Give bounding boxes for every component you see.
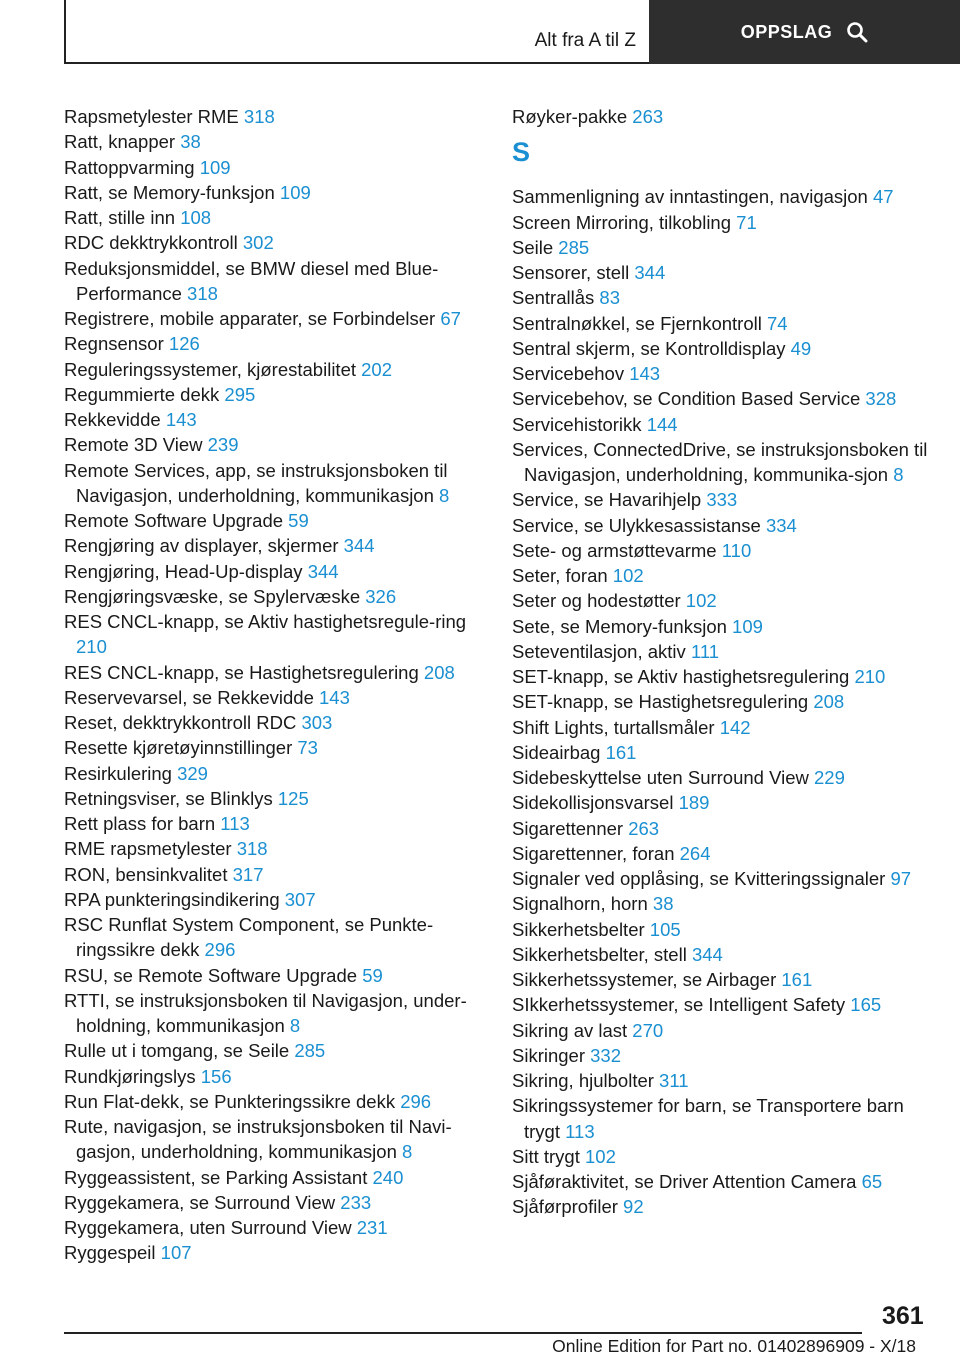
index-entry bbox=[512, 1144, 932, 1169]
page-link[interactable]: 334 bbox=[765, 514, 797, 536]
index-entry bbox=[64, 660, 484, 685]
page-link[interactable]: 8 bbox=[439, 484, 450, 506]
index-entry-text: Remote 3D View bbox=[64, 434, 203, 456]
index-entry-text: Seile bbox=[512, 236, 554, 258]
index-entry-text: Reduksjonsmiddel, se BMW diesel med Blue‐Performance bbox=[64, 257, 439, 304]
index-entry-text: Rengjøringsvæske, se Spylervæske bbox=[64, 585, 361, 607]
index-entry-text: Rapsmetylester RME bbox=[64, 106, 239, 127]
index-entry bbox=[64, 458, 484, 509]
index-entry bbox=[64, 710, 484, 735]
index-entry-text: Reguleringssystemer, kjørestabilitet bbox=[64, 358, 356, 380]
index-entry-text: Servicehistorikk bbox=[512, 413, 642, 435]
page-link[interactable]: 143 bbox=[319, 686, 350, 708]
index-entry bbox=[512, 210, 932, 235]
index-entry-text: Signaler ved opplåsing, se Kvitteringssignaler bbox=[512, 868, 886, 889]
page-link[interactable]: 208 bbox=[813, 691, 845, 713]
index-column-left bbox=[64, 104, 484, 1266]
index-entry-text: RSC Runflat System Component, se Punkte‐ringssikre dekk bbox=[64, 914, 434, 961]
index-entry-text: Sentralnøkkel, se Fjernkontroll bbox=[512, 312, 762, 334]
index-entry-text: Seteventilasjon, aktiv bbox=[512, 640, 686, 662]
index-column-right bbox=[512, 104, 932, 1220]
index-entry-text: Sentrallås bbox=[512, 287, 595, 309]
index-entry-text: Ryggekamera, se Surround View bbox=[64, 1191, 336, 1213]
index-entry bbox=[512, 513, 932, 538]
index-entry-text: SET-knapp, se Aktiv hastighetsregulering bbox=[512, 666, 850, 687]
index-entry-text: Sikring, hjulbolter bbox=[512, 1070, 654, 1091]
index-entry-text: Ryggeassistent, se Parking Assistant bbox=[64, 1166, 368, 1188]
index-entry bbox=[64, 559, 484, 584]
index-entry-text: Rulle ut i tomgang, se Seile bbox=[64, 1040, 290, 1062]
index-entry-text: RTTI, se instruksjonsboken til Navigasjon, under‐holdning, kommunikasjon bbox=[64, 989, 467, 1036]
page-link[interactable]: 296 bbox=[204, 939, 236, 961]
index-entry bbox=[64, 432, 484, 457]
index-entry-text: Sete- og armstøttevarme bbox=[512, 539, 717, 561]
index-entry bbox=[64, 761, 484, 786]
index-entry-text: Sammenligning av inntastingen, navigasjon bbox=[512, 186, 868, 208]
index-entry bbox=[64, 912, 484, 963]
page-link[interactable]: 296 bbox=[400, 1090, 432, 1112]
page-link[interactable]: 239 bbox=[207, 434, 239, 456]
page-link[interactable]: 318 bbox=[236, 838, 268, 860]
index-entry-text: Rett plass for barn bbox=[64, 813, 216, 834]
page-link[interactable]: 97 bbox=[890, 868, 912, 889]
index-entry bbox=[64, 382, 484, 407]
index-entry bbox=[512, 841, 932, 866]
page-link[interactable]: 161 bbox=[781, 969, 813, 990]
page-link[interactable]: 108 bbox=[180, 207, 212, 228]
index-entry bbox=[512, 588, 932, 613]
index-entry-text: Sidebeskyttelse uten Surround View bbox=[512, 767, 809, 788]
index-entry-text: Retningsviser, se Blinklys bbox=[64, 787, 273, 809]
index-entry-text: RDC dekktrykkontroll bbox=[64, 232, 238, 254]
index-entry-text: Remote Software Upgrade bbox=[64, 510, 284, 531]
index-entry-text: Sigarettenner bbox=[512, 817, 624, 839]
index-entry bbox=[512, 1043, 932, 1068]
page-link[interactable]: 208 bbox=[423, 661, 455, 683]
page-link[interactable]: 73 bbox=[297, 737, 318, 759]
page-link[interactable]: 143 bbox=[629, 363, 661, 384]
index-entry-text: Seter, foran bbox=[512, 565, 608, 586]
index-entry bbox=[64, 862, 484, 887]
page-link[interactable]: 270 bbox=[632, 1019, 664, 1041]
section-title: Alt fra A til Z bbox=[534, 30, 636, 51]
index-entry-text: Resirkulering bbox=[64, 762, 172, 784]
index-entry-text: Sideairbag bbox=[512, 741, 601, 763]
index-entry-text: RPA punkteringsindikering bbox=[64, 888, 280, 910]
index-entry-text: Servicebehov bbox=[512, 363, 625, 384]
index-entry bbox=[512, 715, 932, 740]
index-entry bbox=[512, 104, 932, 129]
index-entry bbox=[512, 917, 932, 942]
index-entry bbox=[64, 1215, 484, 1240]
index-entry bbox=[512, 765, 932, 790]
index-entry-text: Shift Lights, turtallsmåler bbox=[512, 716, 715, 738]
page-link[interactable]: 38 bbox=[652, 893, 674, 915]
page-link[interactable]: 295 bbox=[224, 383, 256, 405]
page-link[interactable]: 329 bbox=[177, 762, 208, 784]
index-entry-text: RES CNCL-knapp, se Hastighetsregulering bbox=[64, 661, 419, 683]
index-entry bbox=[512, 235, 932, 260]
index-entry bbox=[64, 1064, 484, 1089]
page-link[interactable]: 317 bbox=[232, 863, 264, 885]
index-entry-text: RSU, se Remote Software Upgrade bbox=[64, 964, 358, 986]
index-entry bbox=[512, 285, 932, 310]
index-entry-text: Ryggespeil bbox=[64, 1242, 156, 1264]
index-entry bbox=[64, 685, 484, 710]
page-link[interactable]: 113 bbox=[220, 813, 250, 834]
index-entry bbox=[512, 1093, 932, 1144]
page-link[interactable]: 344 bbox=[307, 560, 339, 582]
index-entry bbox=[512, 967, 932, 992]
page-link[interactable]: 233 bbox=[340, 1191, 372, 1213]
page-link[interactable]: 71 bbox=[736, 211, 757, 233]
index-entry bbox=[512, 1194, 932, 1219]
index-entry bbox=[512, 386, 932, 411]
page-link[interactable]: 161 bbox=[605, 741, 637, 763]
page-link[interactable]: 210 bbox=[76, 636, 107, 658]
index-entry-text: Sikring av last bbox=[512, 1019, 628, 1041]
index-entry bbox=[512, 336, 932, 361]
page-link[interactable]: 8 bbox=[289, 1015, 301, 1036]
index-entry bbox=[64, 887, 484, 912]
index-entry bbox=[64, 331, 484, 356]
index-entry-text: Sidekollisjonsvarsel bbox=[512, 792, 674, 814]
index-entry bbox=[512, 260, 932, 285]
page-link[interactable]: 240 bbox=[372, 1166, 404, 1188]
page-link[interactable]: 165 bbox=[850, 994, 882, 1016]
index-entry bbox=[512, 866, 932, 891]
page-link[interactable]: 102 bbox=[612, 565, 644, 586]
index-entry-text: Sikkerhetsbelter bbox=[512, 918, 645, 940]
index-entry-text: Regummierte dekk bbox=[64, 383, 220, 405]
index-entry bbox=[512, 639, 932, 664]
tab-oppslag[interactable] bbox=[649, 0, 960, 64]
index-entry bbox=[512, 1169, 932, 1194]
page-link[interactable]: 142 bbox=[719, 716, 751, 738]
edition-footer: Online Edition for Part no. 01402896909 - X/18 bbox=[552, 1336, 916, 1356]
index-entry bbox=[64, 508, 484, 533]
page-link[interactable]: 318 bbox=[243, 106, 275, 127]
index-entry bbox=[512, 563, 932, 588]
footer-rule bbox=[64, 1332, 862, 1334]
index-entry-text: Regnsensor bbox=[64, 333, 164, 355]
page-link[interactable]: 59 bbox=[288, 510, 309, 531]
page-link[interactable]: 109 bbox=[279, 181, 311, 203]
page-link[interactable]: 326 bbox=[365, 585, 397, 607]
page-link[interactable]: 144 bbox=[646, 413, 678, 435]
index-entry bbox=[512, 437, 932, 488]
index-entry bbox=[512, 664, 932, 689]
index-entry bbox=[512, 538, 932, 563]
section-letter: S bbox=[512, 137, 531, 168]
index-entry-text: Sigarettenner, foran bbox=[512, 842, 675, 864]
index-entry bbox=[64, 988, 484, 1039]
page-link[interactable]: 263 bbox=[628, 817, 660, 839]
index-entry-text: Rundkjøringslys bbox=[64, 1065, 196, 1087]
index-entry bbox=[64, 811, 484, 836]
page-link[interactable]: 109 bbox=[732, 615, 763, 637]
page-link[interactable]: 105 bbox=[649, 918, 681, 940]
index-entry bbox=[64, 256, 484, 307]
page-link[interactable]: 109 bbox=[199, 156, 231, 178]
index-entry-text: Servicebehov, se Condition Based Service bbox=[512, 388, 861, 410]
header-rule bbox=[64, 62, 649, 64]
index-entry bbox=[512, 487, 932, 512]
page-link[interactable]: 8 bbox=[893, 464, 904, 485]
index-entry bbox=[512, 942, 932, 967]
page-link[interactable]: 156 bbox=[200, 1065, 232, 1087]
page-link[interactable]: 333 bbox=[706, 489, 738, 511]
page-link[interactable]: 113 bbox=[565, 1120, 595, 1142]
index-entry-text: Sitt trygt bbox=[512, 1145, 580, 1167]
index-entry-text: Services, ConnectedDrive, se instruksjonsboken til Navigasjon, underholdning, kommunika‐sjon bbox=[512, 438, 928, 485]
index-entry-text: Reservevarsel, se Rekkevidde bbox=[64, 686, 314, 708]
index-entry bbox=[64, 129, 484, 154]
index-entry bbox=[64, 786, 484, 811]
index-entry bbox=[512, 614, 932, 639]
page-link[interactable]: 110 bbox=[721, 539, 752, 561]
page-link[interactable]: 311 bbox=[659, 1070, 689, 1091]
page-link[interactable]: 344 bbox=[343, 535, 375, 557]
page-link[interactable]: 8 bbox=[402, 1141, 413, 1163]
index-entry-text: Screen Mirroring, tilkobling bbox=[512, 211, 732, 233]
page-link[interactable]: 328 bbox=[865, 388, 897, 410]
index-entry-text: Ratt, se Memory-funksjon bbox=[64, 181, 275, 203]
index-entry bbox=[64, 306, 484, 331]
index-entry bbox=[64, 205, 484, 230]
page-link[interactable]: 102 bbox=[585, 1145, 616, 1167]
page-link[interactable]: 303 bbox=[301, 712, 333, 733]
page-link[interactable]: 67 bbox=[440, 308, 461, 329]
index-entry bbox=[64, 1089, 484, 1114]
index-entry bbox=[512, 689, 932, 714]
page-link[interactable]: 102 bbox=[685, 590, 717, 612]
page-link[interactable]: 65 bbox=[861, 1171, 883, 1192]
index-entry bbox=[64, 836, 484, 861]
index-entry-text: Røyker-pakke bbox=[512, 106, 628, 127]
index-entry-text: Ratt, knapper bbox=[64, 131, 176, 153]
page-link[interactable]: 344 bbox=[691, 943, 723, 965]
index-entry-text: SET-knapp, se Hastighetsregulering bbox=[512, 691, 809, 713]
index-entry-text: Sikkerhetssystemer, se Airbager bbox=[512, 969, 777, 990]
index-entry-text: Rute, navigasjon, se instruksjonsboken til Navi‐gasjon, underholdning, kommunikasjon bbox=[64, 1116, 452, 1163]
index-entry-text: Sikringer bbox=[512, 1044, 585, 1066]
index-entry-text: Run Flat-dekk, se Punkteringssikre dekk bbox=[64, 1090, 396, 1112]
index-entry bbox=[64, 1240, 484, 1265]
index-entry bbox=[512, 992, 932, 1017]
index-entry bbox=[64, 407, 484, 432]
index-entry bbox=[64, 963, 484, 988]
index-entry-text: RES CNCL-knapp, se Aktiv hastighetsregule‐ring bbox=[64, 611, 467, 632]
index-entry bbox=[64, 180, 484, 205]
page-link[interactable]: 189 bbox=[678, 792, 710, 814]
page-link[interactable]: 74 bbox=[767, 312, 788, 334]
page-link[interactable]: 285 bbox=[294, 1040, 326, 1062]
index-entry bbox=[512, 311, 932, 336]
index-entry-text: RME rapsmetylester bbox=[64, 838, 232, 860]
index-entry bbox=[64, 1190, 484, 1215]
index-entry-text: Rengjøring, Head-Up-display bbox=[64, 560, 303, 582]
index-entry-text: Seter og hodestøtter bbox=[512, 590, 681, 612]
index-entry-text: Signalhorn, horn bbox=[512, 893, 648, 915]
page-link[interactable]: 231 bbox=[356, 1217, 388, 1238]
page-link[interactable]: 263 bbox=[632, 106, 664, 127]
index-entry bbox=[512, 361, 932, 386]
index-entry-text: SIkkerhetssystemer, se Intelligent Safety bbox=[512, 994, 846, 1016]
page-number: 361 bbox=[882, 1302, 924, 1330]
page-link[interactable]: 92 bbox=[623, 1196, 644, 1218]
index-entry-text: Sikringssystemer for barn, se Transportere barn trygt bbox=[512, 1095, 904, 1142]
page-link[interactable]: 302 bbox=[242, 232, 274, 254]
page-link[interactable]: 125 bbox=[277, 787, 309, 809]
index-entry-text: Registrere, mobile apparater, se Forbindelser bbox=[64, 308, 436, 329]
index-entry bbox=[512, 1068, 932, 1093]
index-entry-text: Sjåførprofiler bbox=[512, 1196, 618, 1218]
index-entry bbox=[64, 609, 484, 660]
index-entry bbox=[64, 533, 484, 558]
index-entry-text: Ratt, stille inn bbox=[64, 207, 176, 228]
page-link[interactable]: 107 bbox=[160, 1242, 192, 1264]
index-entry bbox=[64, 1038, 484, 1063]
index-entry bbox=[512, 816, 932, 841]
page-link[interactable]: 59 bbox=[362, 964, 383, 986]
index-entry bbox=[512, 184, 932, 209]
index-entry bbox=[512, 891, 932, 916]
index-entry-text: Rengjøring av displayer, skjermer bbox=[64, 535, 339, 557]
index-entry bbox=[64, 357, 484, 382]
index-entry-text: Sensorer, stell bbox=[512, 262, 630, 283]
page-link[interactable]: 111 bbox=[690, 640, 720, 662]
index-entry bbox=[64, 584, 484, 609]
index-entry bbox=[64, 1165, 484, 1190]
page-link[interactable]: 264 bbox=[679, 842, 711, 864]
page-link[interactable]: 126 bbox=[168, 333, 200, 355]
index-entry bbox=[512, 1018, 932, 1043]
index-entry-text: Resette kjøretøyinnstillinger bbox=[64, 737, 293, 759]
page-link[interactable]: 285 bbox=[558, 236, 590, 258]
index-entry-text: Sjåføraktivitet, se Driver Attention Camera bbox=[512, 1171, 857, 1192]
index-entry bbox=[64, 104, 484, 129]
page-link[interactable]: 307 bbox=[284, 888, 316, 910]
search-icon bbox=[846, 21, 868, 43]
header-left-rule bbox=[64, 0, 66, 63]
page-link[interactable]: 38 bbox=[180, 131, 201, 153]
index-entry bbox=[512, 790, 932, 815]
index-entry bbox=[512, 740, 932, 765]
index-entry-text: Sete, se Memory-funksjon bbox=[512, 615, 727, 637]
index-entry bbox=[64, 1114, 484, 1165]
index-entry-text: Reset, dekktrykkontroll RDC bbox=[64, 712, 297, 733]
page-link[interactable]: 49 bbox=[790, 337, 812, 359]
index-entry-text: Service, se Ulykkesassistanse bbox=[512, 514, 761, 536]
index-entry-text: Service, se Havarihjelp bbox=[512, 489, 702, 511]
page-link[interactable]: 344 bbox=[634, 262, 666, 283]
index-entry-text: Rekkevidde bbox=[64, 409, 161, 430]
index-entry-text: Ryggekamera, uten Surround View bbox=[64, 1217, 352, 1238]
index-entry-text: Rattoppvarming bbox=[64, 156, 195, 178]
page-link[interactable]: 318 bbox=[187, 282, 218, 304]
tab-oppslag-label: OPPSLAG bbox=[740, 21, 833, 42]
page-link[interactable]: 332 bbox=[590, 1044, 622, 1066]
page-link[interactable]: 47 bbox=[872, 186, 894, 208]
page-link[interactable]: 83 bbox=[599, 287, 620, 309]
index-entry bbox=[64, 735, 484, 760]
page-link[interactable]: 202 bbox=[361, 358, 393, 380]
index-entries-s bbox=[512, 184, 932, 1219]
index-entry bbox=[64, 155, 484, 180]
page-link[interactable]: 229 bbox=[814, 767, 845, 788]
index-entry-text: Sikkerhetsbelter, stell bbox=[512, 943, 687, 965]
index-entry bbox=[64, 230, 484, 255]
index-entry-text: Remote Services, app, se instruksjonsboken til Navigasjon, underholdning, kommunikasjon bbox=[64, 459, 448, 506]
index-entry-text: RON, bensinkvalitet bbox=[64, 863, 228, 885]
index-entry bbox=[512, 412, 932, 437]
index-entry-text: Sentral skjerm, se Kontrolldisplay bbox=[512, 337, 786, 359]
page-link[interactable]: 210 bbox=[854, 666, 886, 687]
page-link[interactable]: 143 bbox=[165, 409, 197, 430]
